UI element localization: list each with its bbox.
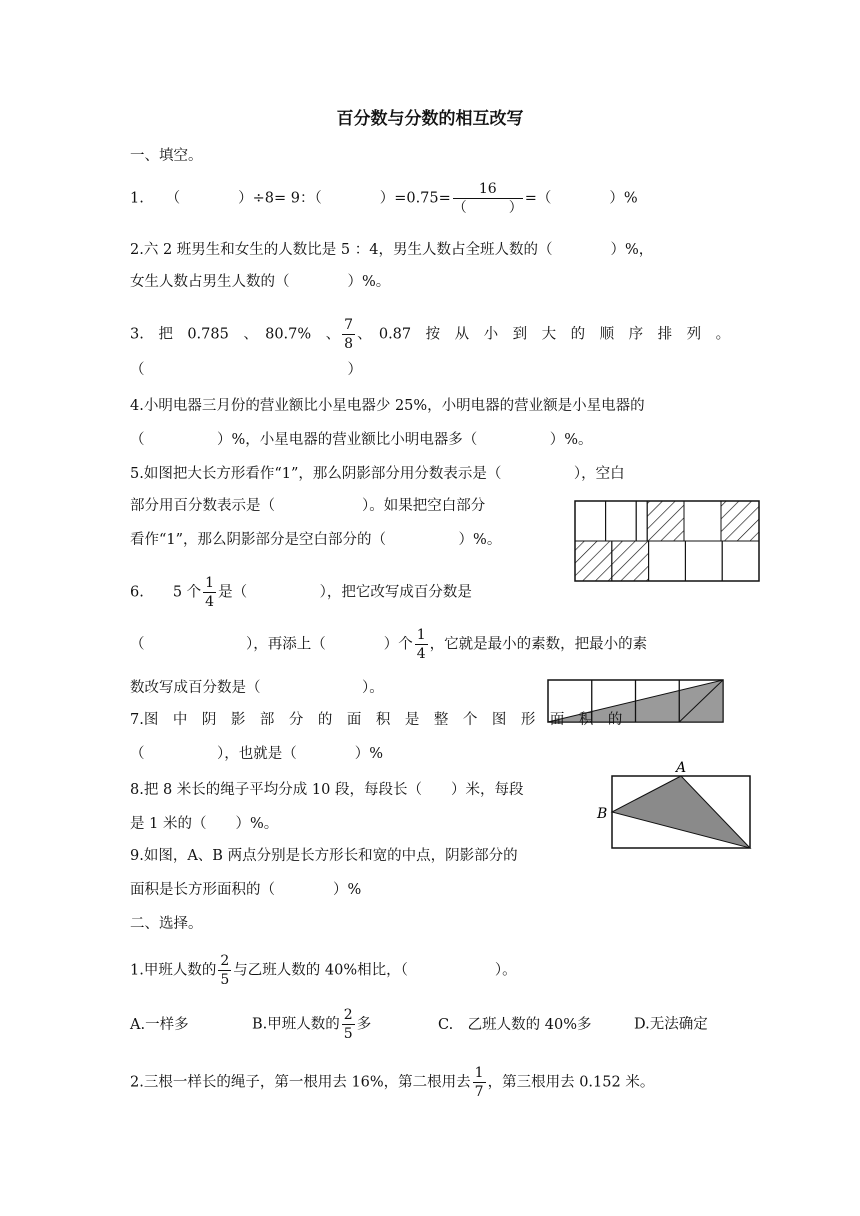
option-c: C. 乙班人数的 40%多: [438, 1016, 592, 1033]
question-5-line-3: 看作“1”，那么阴影部分是空白部分的（ ）%。: [130, 532, 502, 548]
question-3-line-2: （ ）: [130, 362, 362, 378]
choice-1-options: [130, 1006, 708, 1043]
option-a: A.一样多: [130, 1016, 189, 1033]
choice-2-stem: [130, 1064, 654, 1101]
q6-line2-fraction-numerator: 1: [416, 627, 426, 643]
option-b: [252, 1006, 438, 1043]
question-6-line-3: 数改写成百分数是（ ）。: [130, 680, 384, 696]
c2-text-a: 2.三根一样长的绳子，第一根用去 16%，第二根用去: [130, 1074, 471, 1091]
question-7-line-1: 7.图 中 阴 影 部 分 的 面 积 是 整 个 图 形 面 积 的: [130, 712, 623, 728]
q1-text-a: 1. （ ）÷8= 9：（ ）=0.75=: [130, 190, 451, 207]
page-title: 百分数与分数的相互改写: [336, 109, 524, 129]
c1-text-a: 1.甲班人数的: [130, 962, 217, 979]
c1-fraction-numerator: 2: [220, 953, 230, 969]
c1-fraction: [218, 952, 231, 989]
option-b-fraction-numerator: 2: [343, 1007, 353, 1023]
q1-text-b: =（ ）%: [524, 190, 638, 207]
q6-fraction-numerator: 1: [205, 575, 215, 591]
q6-line2-text-a: （ ），再添上（ ）个: [130, 636, 413, 653]
question-2-line-1: 2.六 2 班男生和女生的人数比是 5 ：4，男生人数占全班人数的（ ）%，: [130, 242, 654, 258]
q9-figure: [594, 756, 754, 852]
option-b-fraction: [342, 1006, 355, 1043]
question-1: [130, 180, 638, 217]
option-b-text-a: B.甲班人数的: [252, 1016, 340, 1033]
c2-fraction-denominator: 7: [474, 1084, 484, 1100]
question-7-line-2: （ ），也就是（ ）%: [130, 746, 384, 762]
question-6-line-2: [130, 626, 647, 663]
q6-line2-fraction-denominator: 4: [416, 646, 426, 662]
option-b-fraction-denominator: 5: [343, 1026, 353, 1042]
question-5-line-1: 5.如图把大长方形看作“1”，那么阴影部分用分数表示是（ ），空白: [130, 466, 625, 482]
option-d: D.无法确定: [634, 1016, 708, 1033]
q3-fraction: [342, 316, 355, 353]
section-heading-choice: 二、选择。: [130, 916, 203, 932]
q6-fraction-denominator: 4: [205, 594, 215, 610]
question-2-line-2: 女生人数占男生人数的（ ）%。: [130, 274, 391, 290]
question-4-line-1: 4.小明电器三月份的营业额比小星电器少 25%，小明电器的营业额是小星电器的: [130, 398, 645, 414]
q6-line2-fraction: [415, 626, 428, 663]
q5-grid-figure: [574, 500, 760, 582]
q3-text-b: 、 0.87 按 从 小 到 大 的 顺 序 排 列 。: [357, 326, 731, 343]
c1-text-b: 与乙班人数的 40%相比，（ ）。: [233, 962, 517, 979]
q9-label-b: B: [597, 806, 608, 822]
option-b-text-b: 多: [356, 1016, 372, 1033]
question-9-line-2: 面积是长方形面积的（ ）%: [130, 882, 362, 898]
c2-fraction-numerator: 1: [474, 1065, 484, 1081]
choice-1-stem: [130, 952, 517, 989]
q1-fraction-denominator: （ ）: [452, 200, 523, 216]
question-5-line-2: 部分用百分数表示是（ ）。如果把空白部分: [130, 498, 486, 514]
question-8-line-1: 8.把 8 米长的绳子平均分成 10 段，每段长（ ）米，每段: [130, 782, 524, 798]
q9-label-a: A: [676, 760, 687, 776]
question-6-line-1: [130, 574, 472, 611]
question-9-line-1: 9.如图，A、B 两点分别是长方形长和宽的中点，阴影部分的: [130, 848, 518, 864]
section-heading-fill-blank: 一、填空。: [130, 148, 203, 164]
c2-fraction: [473, 1064, 486, 1101]
q6-fraction: [203, 574, 216, 611]
q3-fraction-denominator: 8: [344, 336, 354, 352]
q6-line2-text-b: ，它就是最小的素数，把最小的素: [429, 636, 648, 653]
question-4-line-2: （ ）%，小星电器的营业额比小明电器多（ ）%。: [130, 432, 593, 448]
q1-fraction: [453, 180, 523, 217]
c1-fraction-denominator: 5: [220, 972, 230, 988]
c2-text-b: ，第三根用去 0.152 米。: [487, 1074, 655, 1091]
q3-fraction-numerator: 7: [344, 317, 354, 333]
question-8-line-2: 是 1 米的（ ）%。: [130, 816, 279, 832]
q3-text-a: 3. 把 0.785 、 80.7% 、: [130, 326, 341, 343]
q1-fraction-numerator: 16: [453, 180, 523, 199]
q6-text-a: 6. 5 个: [130, 584, 202, 601]
question-3-line-1: [130, 316, 730, 353]
q6-text-b: 是（ ），把它改写成百分数是: [218, 584, 472, 601]
